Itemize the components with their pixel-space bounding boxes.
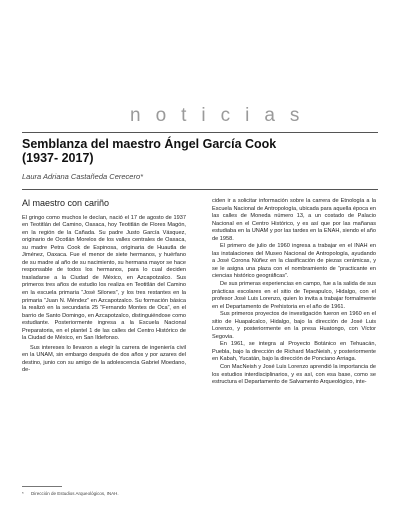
footnote-text: Dirección de Estudios Arqueológicos, INAH. <box>31 491 119 496</box>
footnote-rule <box>22 486 62 487</box>
paragraph: Con MacNeish y José Luis Lorenzo aprendió la importancia de los estudios interdisciplinarios, y es así, con esa base, como se estructura el Departamento de Salvamento Arqueológico, inte- <box>212 364 376 386</box>
footnote-mark: * <box>22 491 24 496</box>
title-rule <box>22 189 378 190</box>
footnote <box>22 491 119 496</box>
article-title <box>22 137 382 165</box>
article-title-line-1: Semblanza del maestro Ángel García Cook <box>22 137 277 151</box>
paragraph: ciden ir a solicitar información sobre la carrera de Etnología a la Escuela Nacional de Antropología, ubicada para aquella época en las calles de Moneda número 13, a un costado de Palacio Nacional en el Centro Histórico, y es así que por las mañanas estudiaba en la UNAM y por las tardes en la ENAH, siendo el año de 1958. <box>212 198 376 242</box>
section-subhead: Al maestro con cariño <box>22 198 110 208</box>
paragraph: De sus primeras experiencias en campo, fue a la salida de sus prácticas escolares en el sitio de Tepeapulco, Hidalgo, con el profesor José Luis Lorenzo, quien lo invita a trabajar formalmente en el Departamento de Prehistoria en el año de 1961. <box>212 281 376 310</box>
article-author: Laura Adriana Castañeda Cerecero* <box>22 172 144 181</box>
section-title: noticias <box>130 105 315 126</box>
article-title-line-2: (1937- 2017) <box>22 151 94 165</box>
paragraph: En 1961, se integra al Proyecto Botánico en Tehuacán, Puebla, bajo la dirección de Richard MacNeish, y posteriormente en Kabah, Yucatán, bajo la dirección de Ponciano Arriaga. <box>212 341 376 363</box>
paragraph: Sus intereses lo llevaron a elegir la carrera de ingeniería civil en la UNAM, sin embargo después de dos años y por azares del destino, junio con su amigo de la adolescencia Gabriel Moedano, de- <box>22 344 186 374</box>
left-column <box>22 200 186 375</box>
paragraph: El primero de julio de 1960 ingresa a trabajar en el INAH en las instalaciones del Museo Nacional de Antropología, ayudando a José Corona Núñez en la clasificación de piezas cerámicas, y se le asigna una plaza con el nombramiento de “practicante en ciencias histórico geográficas”. <box>212 243 376 280</box>
right-column <box>212 198 376 387</box>
paragraph: El gringo como muchos le decían, nació el 17 de agosto de 1937 en Teotitlán del Camino, Oaxaca, hoy Teotitlán de Flores Magón, en la región de la Cañada. Su padre Justo García Vásquez, originario de Ocotlán Morelos de los valles centrales de Oaxaca, su madre Petra Cook de Espinosa, originaria de Huautla de Jiménez, Oaxaca. Fue el menor de siete hermanos, y huérfano de su madre al año de su nacimiento, su hermana mayor se hace responsable de todos los hermanos, para lo cual deciden trasladarse a la Ciudad de México, en Azcapotzalco. Sus primeros tres años de estudio los realiza en Teotitlán del Camino en la escuela primaria “José Silones”, y los tres restantes en la primaria “Juan N. Méndez” en Azcapotzalco. Su formación básica la realizó en la secundaria 25 “Fernando Montes de Oca”, en el barrio de Santo Domingo, en Azcapotzalco, distinguiéndose como estudiante. Posteriormente ingresa a la Escuela Nacional Preparatoria, en el plantel 1 de las calles del Centro Histórico de la Ciudad de México, en San Ildefonso. <box>22 214 186 342</box>
top-rule <box>22 132 378 133</box>
paragraph: Sus primeros proyectos de investigación fueron en 1960 en el sitio de Huapalcalco, Hidalgo, bajo la dirección de José Luis Lorenzo, y posteriormente en la presa Huatongo, con Víctor Segovia. <box>212 311 376 340</box>
